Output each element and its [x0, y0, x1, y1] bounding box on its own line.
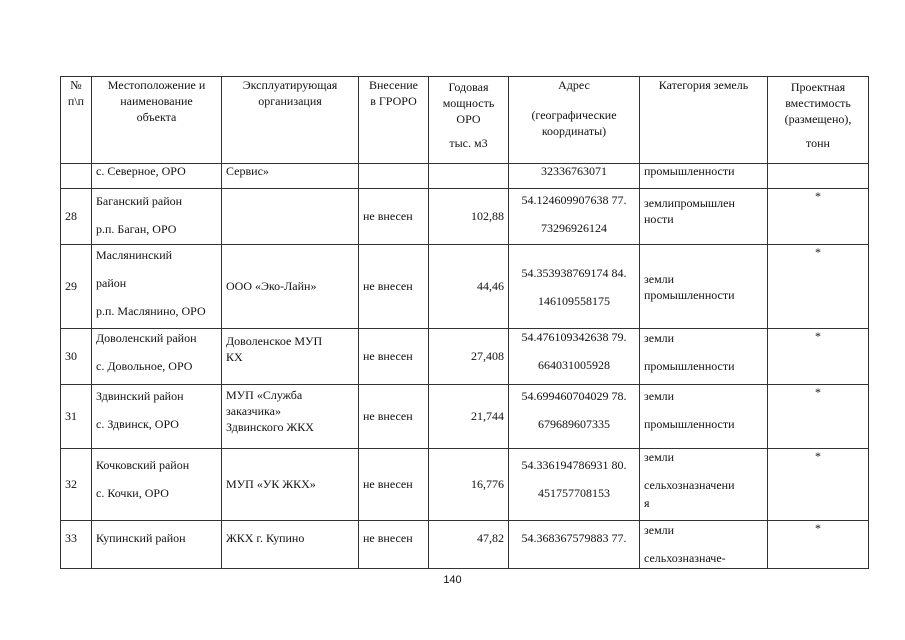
- cell-operator: Сервис»: [222, 164, 359, 189]
- cell-location: Маслянинский район р.п. Маслянино, ОРО: [92, 245, 222, 329]
- cell-number: 33: [61, 521, 92, 569]
- cell-address: 32336763071: [509, 164, 640, 189]
- cell-address: 54.124609907638 77. 73296926124: [509, 189, 640, 245]
- cell-operator: ООО «Эко-Лайн»: [222, 245, 359, 329]
- header-number: № п\п: [61, 77, 92, 164]
- table-row-continuation: [61, 164, 869, 189]
- cell-number: 31: [61, 385, 92, 449]
- cell-operator: ЖКХ г. Купино: [222, 521, 359, 569]
- cell-address: 54.353938769174 84. 146109558175: [509, 245, 640, 329]
- cell-operator: Доволенское МУП КХ: [222, 329, 359, 385]
- cell-location: Доволенский район с. Довольное, ОРО: [92, 329, 222, 385]
- cell-location: Баганский район р.п. Баган, ОРО: [92, 189, 222, 245]
- cell-design-capacity: *: [768, 449, 869, 521]
- page-number: 140: [443, 574, 462, 586]
- header-address: Адрес (географические координаты): [509, 77, 640, 164]
- cell-design-capacity: *: [768, 245, 869, 329]
- cell-design-capacity: *: [768, 385, 869, 449]
- cell-registry: не внесен: [359, 245, 429, 329]
- cell-number: 29: [61, 245, 92, 329]
- cell-registry: не внесен: [359, 449, 429, 521]
- table-row: [61, 521, 869, 569]
- cell-address: 54.476109342638 79. 664031005928: [509, 329, 640, 385]
- cell-capacity: [429, 164, 509, 189]
- header-location: Местоположение и наименование объекта: [92, 77, 222, 164]
- cell-capacity: 102,88: [429, 189, 509, 245]
- cell-design-capacity: *: [768, 189, 869, 245]
- cell-registry: не внесен: [359, 521, 429, 569]
- table-row: [61, 449, 869, 521]
- header-land-category: Категория земель: [640, 77, 768, 164]
- table-row: [61, 385, 869, 449]
- landfill-registry-table: [60, 76, 869, 569]
- cell-registry: не внесен: [359, 385, 429, 449]
- cell-number: 28: [61, 189, 92, 245]
- cell-location: Кочковский район с. Кочки, ОРО: [92, 449, 222, 521]
- cell-location: Купинский район: [92, 521, 222, 569]
- table-row: [61, 189, 869, 245]
- cell-land-category: земли сельхозназначени я: [640, 449, 768, 521]
- table-row: [61, 329, 869, 385]
- cell-design-capacity: [768, 164, 869, 189]
- header-operator: Эксплуатирующая организация: [222, 77, 359, 164]
- cell-design-capacity: *: [768, 329, 869, 385]
- cell-capacity: 44,46: [429, 245, 509, 329]
- cell-land-category: земли сельхозназначе-: [640, 521, 768, 569]
- cell-operator: [222, 189, 359, 245]
- cell-number: 32: [61, 449, 92, 521]
- cell-land-category: землипромышлен ности: [640, 189, 768, 245]
- table-header-row: [61, 77, 869, 164]
- cell-design-capacity: *: [768, 521, 869, 569]
- cell-land-category: промышленности: [640, 164, 768, 189]
- cell-address: 54.368367579883 77.: [509, 521, 640, 569]
- table-row: [61, 245, 869, 329]
- cell-capacity: 16,776: [429, 449, 509, 521]
- cell-number: 30: [61, 329, 92, 385]
- cell-land-category: земли промышленности: [640, 329, 768, 385]
- cell-operator: МУП «УК ЖКХ»: [222, 449, 359, 521]
- cell-capacity: 27,408: [429, 329, 509, 385]
- cell-capacity: 21,744: [429, 385, 509, 449]
- cell-address: 54.699460704029 78. 679689607335: [509, 385, 640, 449]
- cell-registry: [359, 164, 429, 189]
- header-registry: Внесение в ГРОРО: [359, 77, 429, 164]
- cell-land-category: земли промышленности: [640, 385, 768, 449]
- cell-number: [61, 164, 92, 189]
- cell-land-category: земли промышленности: [640, 245, 768, 329]
- cell-registry: не внесен: [359, 189, 429, 245]
- cell-location: с. Северное, ОРО: [92, 164, 222, 189]
- header-capacity: Годовая мощность ОРО тыс. м3: [429, 77, 509, 164]
- cell-capacity: 47,82: [429, 521, 509, 569]
- cell-address: 54.336194786931 80. 451757708153: [509, 449, 640, 521]
- cell-location: Здвинский район с. Здвинск, ОРО: [92, 385, 222, 449]
- cell-registry: не внесен: [359, 329, 429, 385]
- cell-operator: МУП «Служба заказчика» Здвинского ЖКХ: [222, 385, 359, 449]
- header-design-capacity: Проектная вместимость (размещено), тонн: [768, 77, 869, 164]
